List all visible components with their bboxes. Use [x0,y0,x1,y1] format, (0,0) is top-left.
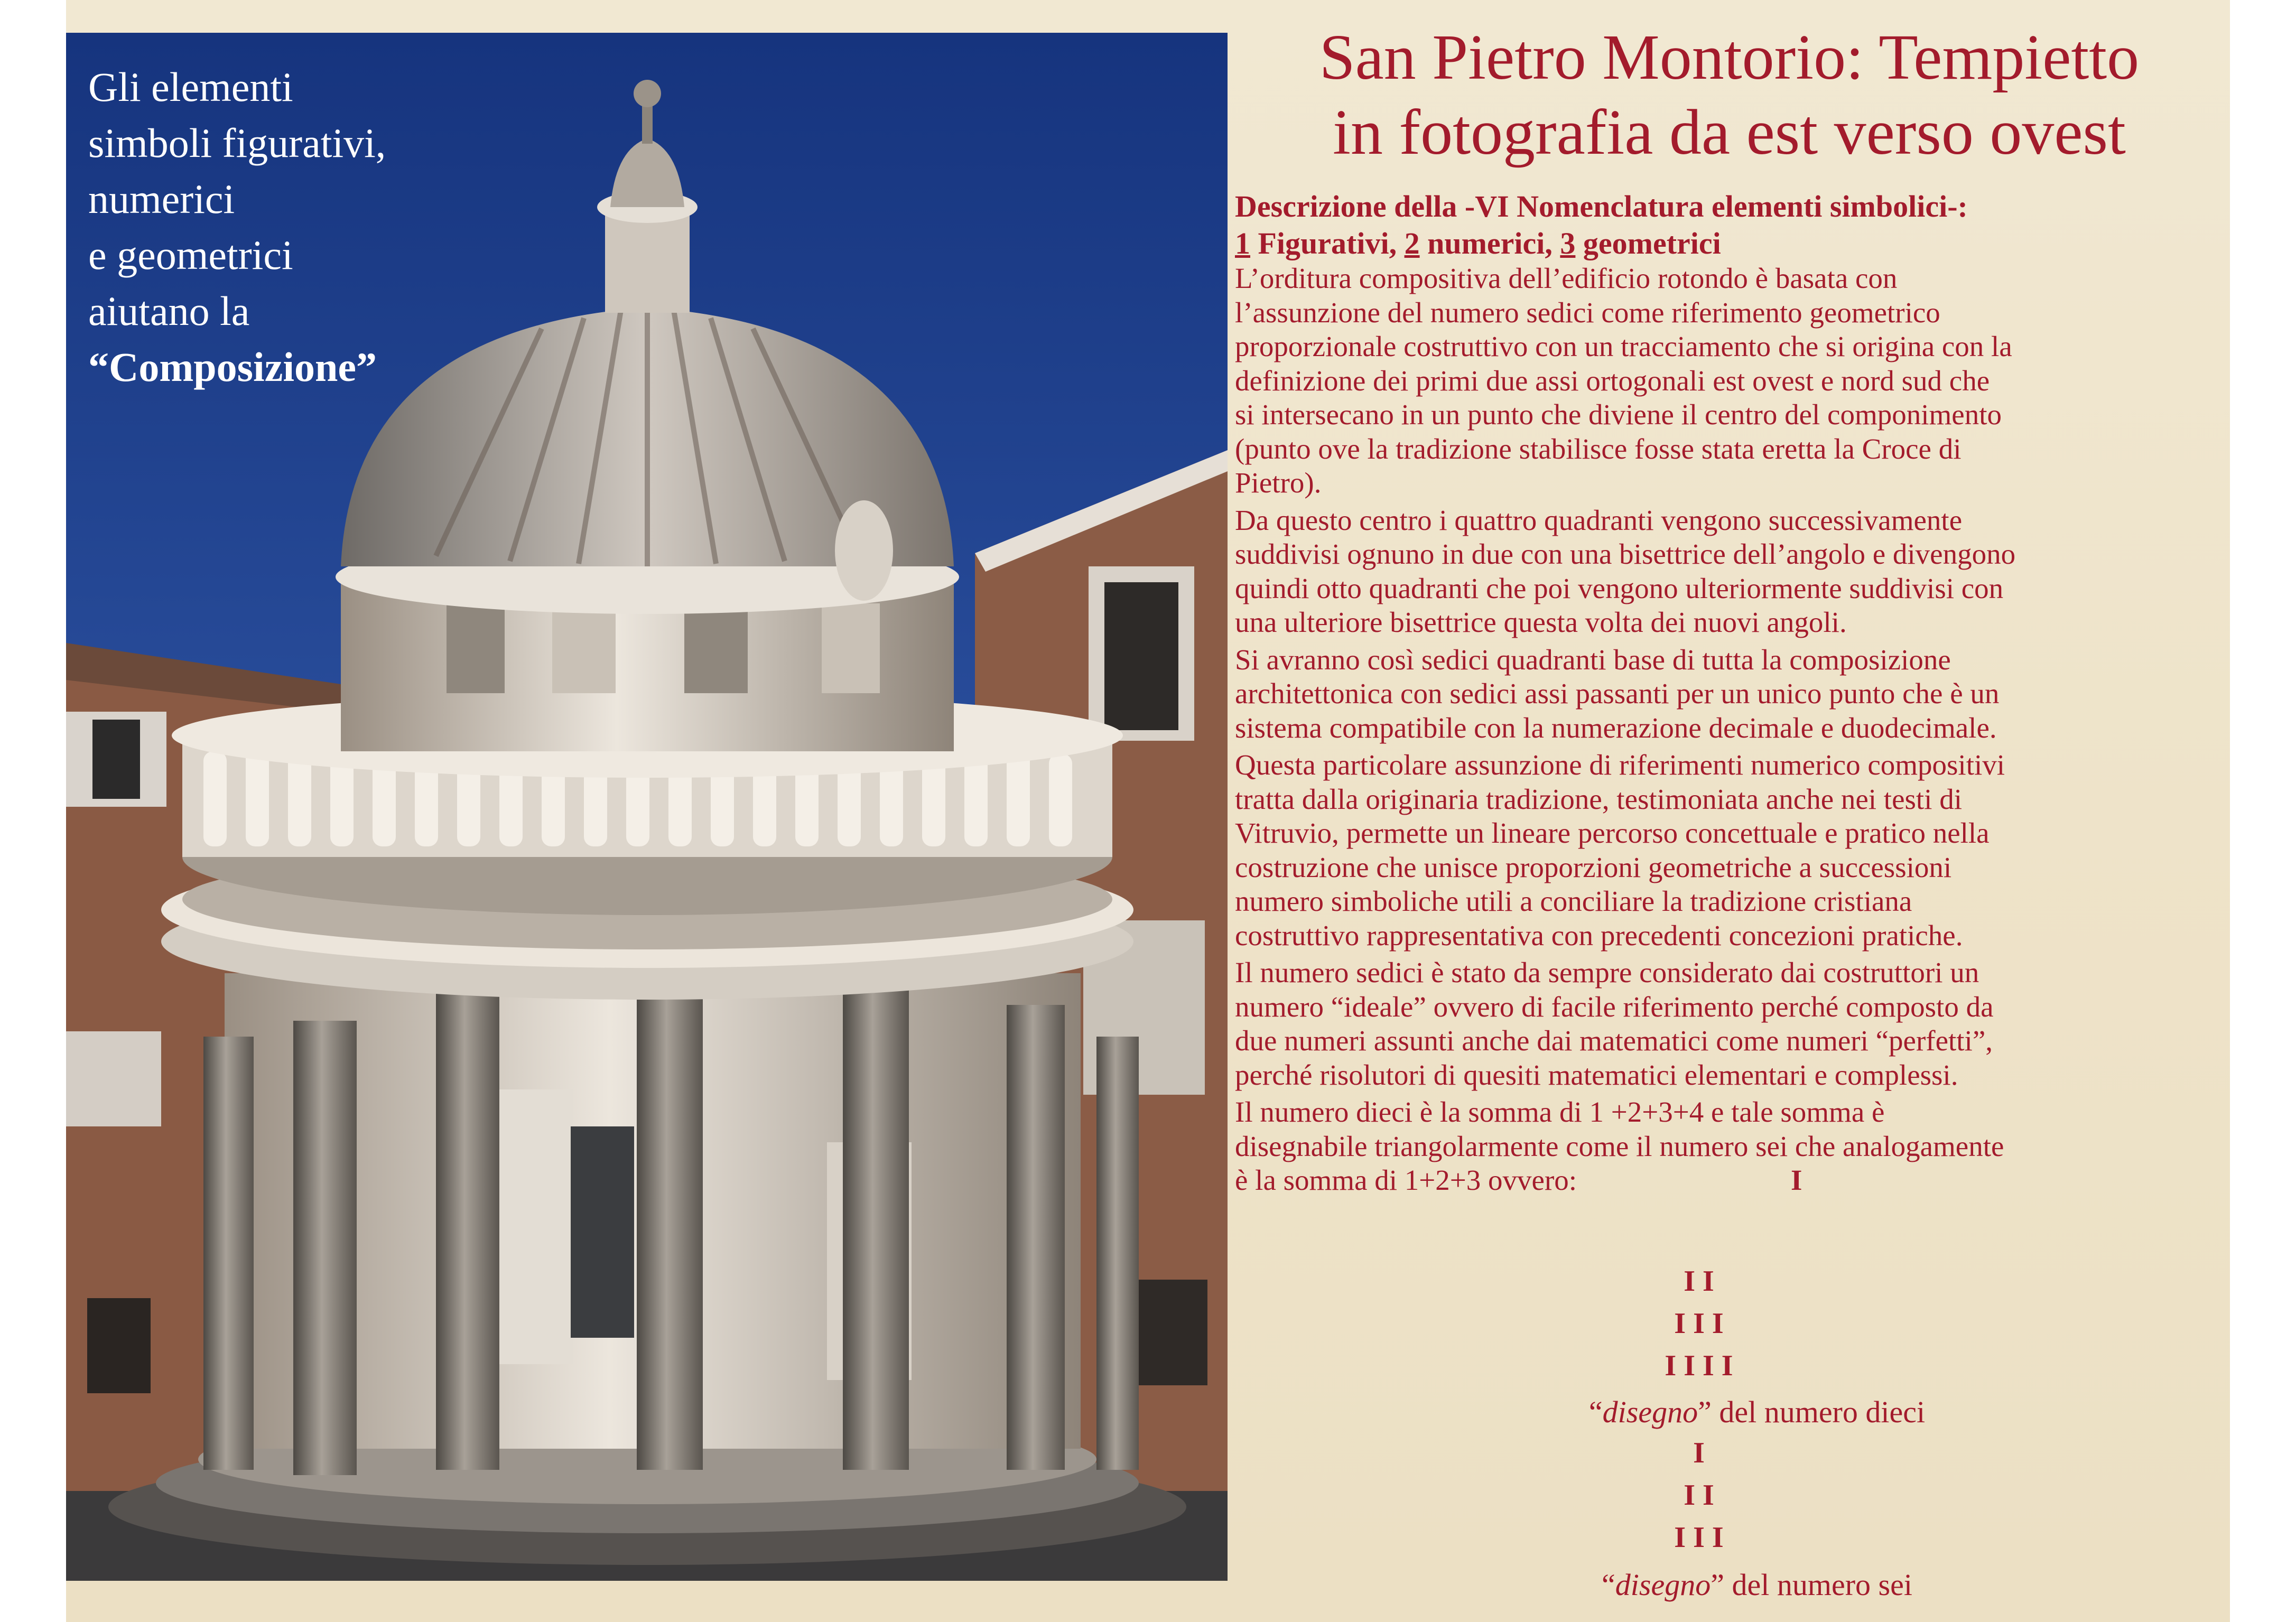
pyramid-ten-row-1: I [1791,1164,1802,1196]
overlay-composizione: “Composizione” [88,344,377,390]
pyramid-six-row-1: I [1693,1437,1705,1469]
overlay-line-1: Gli elementi [88,64,293,110]
heading-number-3: 3 [1560,226,1576,260]
paragraph-1 [1235,262,2228,500]
caption-six-word: disegno [1615,1568,1711,1602]
text-line: costruttivo rappresentativa con precedenti concezioni pratiche. [1235,919,1963,952]
text-line: è la somma di 1+2+3 ovvero: [1235,1164,1577,1196]
pyramid-ten-row-2: I I [1684,1265,1714,1298]
page-title [1229,20,2230,170]
overlay-line-5: aiutano la [88,288,250,334]
title-line-2: in fotografia da est verso ovest [1333,97,2126,168]
caption-six [1440,1567,2074,1604]
text-line: perché risolutori di quesiti matematici elementari e complessi. [1235,1058,1958,1091]
text-line: sistema compatibile con la numerazione decimale e duodecimale. [1235,711,1997,744]
heading-figurativi: Figurativi, [1250,226,1405,260]
description-body [1235,262,2228,1198]
text-line: architettonica con sedici assi passanti per un unico punto che è un [1235,677,2000,710]
heading-line-2 [1235,225,2228,262]
text-line: costruzione che unisce proporzioni geometriche a successioni [1235,851,1952,883]
pyramid-six-row-2: I I [1684,1479,1714,1512]
pyramid-six [1588,1432,1810,1559]
text-line: proporzionale costruttivo con un tracciamento che si origina con la [1235,330,2012,362]
text-line: Si avranno così sedici quadranti base di tutta la composizione [1235,643,1951,676]
paragraph-4 [1235,748,2228,953]
photo-caption-overlay [88,59,490,395]
paragraph-5 [1235,956,2228,1092]
tempietto-photo [66,33,1228,1581]
pyramid-six-row-3: I I I [1674,1521,1724,1554]
section-heading [1235,188,2228,262]
text-line: Questa particolare assunzione di riferimenti numerico compositivi [1235,749,2005,781]
text-line: numero “ideale” ovvero di facile riferimento perché composto da [1235,990,1994,1023]
text-line: tratta dalla originaria tradizione, testimoniata anche nei testi di [1235,782,1962,815]
text-line: (punto ove la tradizione stabilisce fosse stata eretta la Croce di [1235,432,1962,465]
text-line: una ulteriore bisettrice questa volta dei nuovi angoli. [1235,606,1847,638]
quote-open: “ [1588,1395,1603,1429]
overlay-line-4: e geometrici [88,232,293,278]
pyramid-ten [1588,1260,1810,1387]
caption-ten-rest: del numero dieci [1711,1395,1926,1429]
pyramid-ten-row-4: I I I I [1665,1349,1733,1382]
text-line: definizione dei primi due assi ortogonali est ovest e nord sud che [1235,364,1990,397]
overlay-line-3: numerici [88,176,235,222]
quote-open: “ [1602,1568,1615,1602]
text-line: Pietro). [1235,467,1322,499]
paragraph-2 [1235,504,2228,640]
text-line: quindi otto quadranti che poi vengono ulteriormente suddivisi con [1235,572,2004,604]
text-line: Il numero sedici è stato da sempre considerato dai costruttori un [1235,956,1979,989]
text-line: disegnabile triangolarmente come il numero sei che analogamente [1235,1130,2004,1162]
text-line: due numeri assunti anche dai matematici come numeri “perfetti”, [1235,1024,1993,1057]
pyramid-ten-row-3: I I I [1674,1307,1724,1340]
quote-close: ” [1698,1395,1712,1429]
heading-geometrici: geometrici [1575,226,1721,260]
quote-close: ” [1711,1568,1724,1602]
slide-page [66,0,2230,1622]
text-line: numero simboliche utili a conciliare la tradizione cristiana [1235,885,1912,917]
heading-number-1: 1 [1235,226,1250,260]
heading-line-1: Descrizione della -VI Nomenclatura elementi simbolici-: [1235,189,1968,223]
overlay-line-2: simboli figurativi, [88,120,386,166]
title-line-1: San Pietro Montorio: Tempietto [1319,22,2140,93]
text-line: Da questo centro i quattro quadranti vengono successivamente [1235,504,1963,536]
heading-number-2: 2 [1404,226,1420,260]
text-line: Il numero dieci è la somma di 1 +2+3+4 e tale somma è [1235,1096,1885,1128]
text-line: si intersecano in un punto che diviene il centro del componimento [1235,398,2002,431]
paragraph-3 [1235,643,2228,745]
text-line: Vitruvio, permette un lineare percorso concettuale e pratico nella [1235,817,1990,849]
text-line: L’orditura compositiva dell’edificio rotondo è basata con [1235,262,1898,294]
caption-six-rest: del numero sei [1724,1568,1912,1602]
paragraph-6 [1235,1095,2228,1198]
text-line: l’assunzione del numero sedici come riferimento geometrico [1235,296,1940,329]
caption-ten-word: disegno [1602,1395,1698,1429]
text-line: suddivisi ognuno in due con una bisettrice dell’angolo e divengono [1235,538,2016,570]
heading-numerici: numerici, [1419,226,1560,260]
caption-ten [1440,1394,2074,1431]
